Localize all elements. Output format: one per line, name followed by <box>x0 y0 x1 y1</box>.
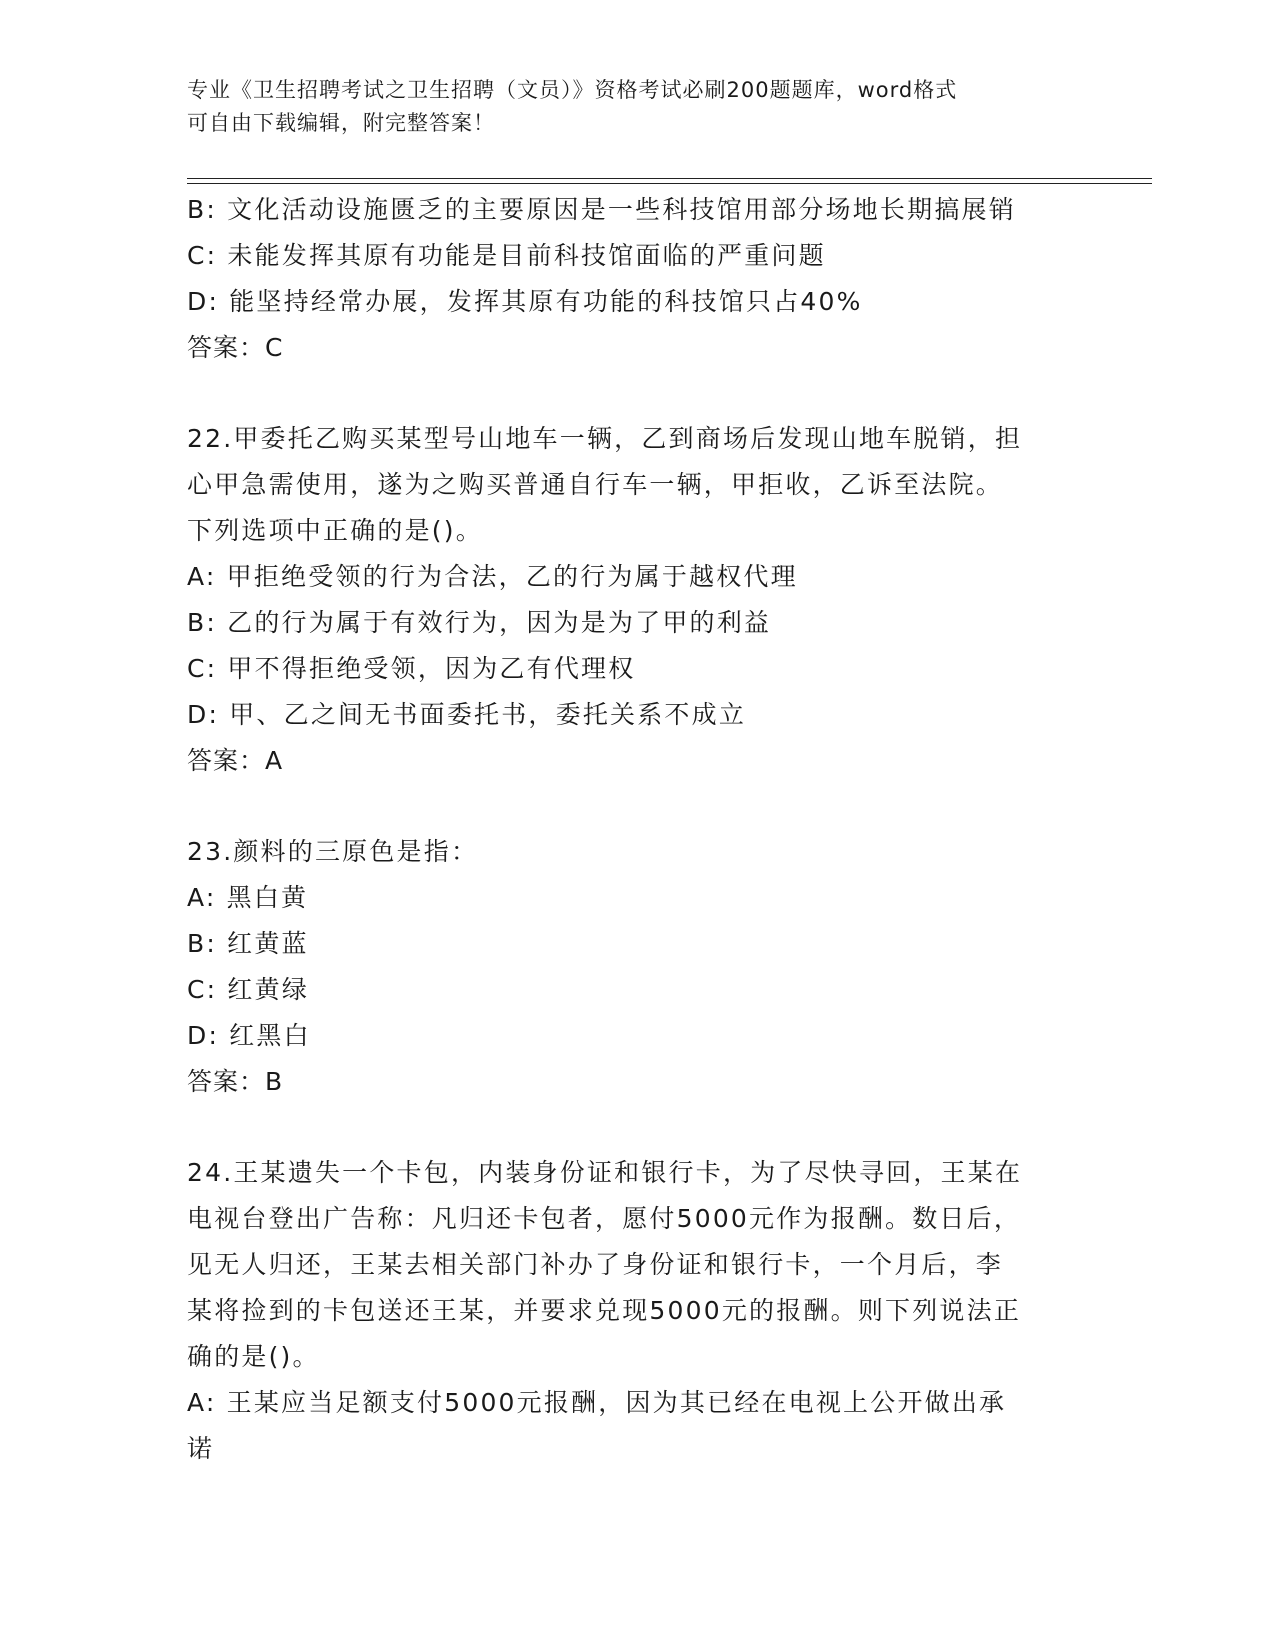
spacer <box>187 371 1087 416</box>
q22-stem-line-3: 下列选项中正确的是()。 <box>187 516 483 545</box>
q21-option-b: B: 文化活动设施匮乏的主要原因是一些科技馆用部分场地长期搞展销 <box>187 195 1016 224</box>
q22-stem-line-2: 心甲急需使用，遂为之购买普通自行车一辆，甲拒收，乙诉至法院。 <box>187 470 1004 499</box>
q22-stem-line-1: 22.甲委托乙购买某型号山地车一辆，乙到商场后发现山地车脱销，担 <box>187 424 1023 453</box>
q21-option-c: C: 未能发挥其原有功能是目前科技馆面临的严重问题 <box>187 241 826 270</box>
q23-option-d: D: 红黑白 <box>187 1021 311 1050</box>
q22-option-a: A: 甲拒绝受领的行为合法，乙的行为属于越权代理 <box>187 562 798 591</box>
question-24 <box>187 1150 1087 1472</box>
header-divider-bottom <box>187 183 1152 184</box>
q22-answer: 答案：A <box>187 746 284 775</box>
q24-stem-line-4: 某将捡到的卡包送还王某，并要求兑现5000元的报酬。则下列说法正 <box>187 1296 1022 1325</box>
q22-option-d: D: 甲、乙之间无书面委托书，委托关系不成立 <box>187 700 747 729</box>
question-21 <box>187 187 1087 371</box>
q23-answer: 答案：B <box>187 1067 284 1096</box>
q24-stem-line-3: 见无人归还，王某去相关部门补办了身份证和银行卡，一个月后，李 <box>187 1250 1004 1279</box>
header-line-2: 可自由下载编辑，附完整答案！ <box>187 111 495 135</box>
q23-option-c: C: 红黄绿 <box>187 975 310 1004</box>
q24-option-a-line-1: A: 王某应当足额支付5000元报酬，因为其已经在电视上公开做出承 <box>187 1388 1007 1417</box>
q23-option-b: B: 红黄蓝 <box>187 929 309 958</box>
question-23 <box>187 829 1087 1105</box>
spacer <box>187 784 1087 829</box>
question-content <box>187 187 1087 1472</box>
q23-option-a: A: 黑白黄 <box>187 883 309 912</box>
q24-stem-line-1: 24.王某遗失一个卡包，内装身份证和银行卡，为了尽快寻回，王某在 <box>187 1158 1023 1187</box>
spacer <box>187 1105 1087 1150</box>
q22-option-c: C: 甲不得拒绝受领，因为乙有代理权 <box>187 654 636 683</box>
header-divider-top <box>187 178 1152 179</box>
q24-option-a-line-2: 诺 <box>187 1434 215 1463</box>
q24-stem-line-5: 确的是()。 <box>187 1342 320 1371</box>
q21-answer: 答案：C <box>187 333 284 362</box>
q22-option-b: B: 乙的行为属于有效行为，因为是为了甲的利益 <box>187 608 772 637</box>
header-line-1: 专业《卫生招聘考试之卫生招聘（文员）》资格考试必刷200题题库，word格式 <box>187 78 958 102</box>
q21-option-d: D: 能坚持经常办展，发挥其原有功能的科技馆只占40% <box>187 287 863 316</box>
document-header <box>187 74 1067 140</box>
q23-stem-line-1: 23.颜料的三原色是指： <box>187 837 479 866</box>
question-22 <box>187 416 1087 784</box>
q24-stem-line-2: 电视台登出广告称：凡归还卡包者，愿付5000元作为报酬。数日后， <box>187 1204 1022 1233</box>
